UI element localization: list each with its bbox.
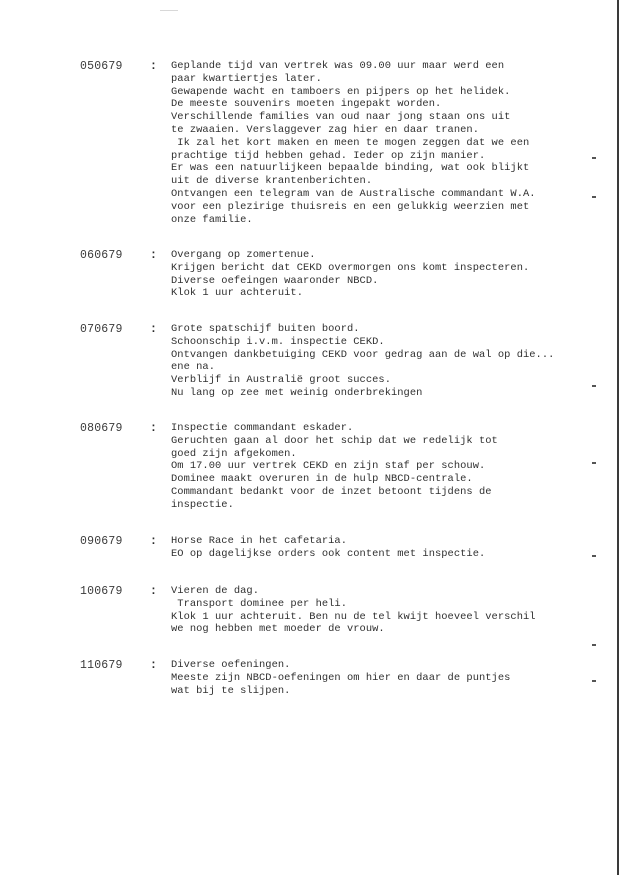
margin-mark xyxy=(592,644,596,646)
text-line: Diverse oefeningen. xyxy=(171,659,291,671)
text-line: ene na. xyxy=(171,361,215,374)
text-line: prachtige tijd hebben gehad. Ieder op zijn manier. xyxy=(171,149,486,162)
text-line: De meeste souvenirs moeten ingepakt worden. xyxy=(171,98,442,111)
text-line: inspectie. xyxy=(171,498,234,511)
text-line: Horse Race in het cafetaria. xyxy=(171,535,347,547)
entry-date: 110679 xyxy=(80,659,123,672)
entry-text xyxy=(171,422,591,512)
text-line: paar kwartiertjes later. xyxy=(171,72,322,85)
margin-mark xyxy=(592,680,596,682)
text-line: Verschillende families van oud naar jong staan ons uit xyxy=(171,111,511,124)
entry-text xyxy=(171,659,591,697)
margin-mark xyxy=(592,385,596,387)
entry-date: 070679 xyxy=(80,323,123,336)
entry-text xyxy=(171,585,591,636)
entry-text xyxy=(171,323,591,400)
entry-date: 080679 xyxy=(80,422,123,435)
text-line: wat bij te slijpen. xyxy=(171,684,291,697)
margin-mark xyxy=(592,157,596,159)
text-line: Gewapende wacht en tamboers en pijpers op het helidek. xyxy=(171,85,511,98)
text-line: EO op dagelijkse orders ook content met inspectie. xyxy=(171,547,486,560)
entry-text xyxy=(171,60,591,226)
text-line: Verblijf in Australië groot succes. xyxy=(171,374,391,387)
entry-date: 090679 xyxy=(80,535,123,548)
entry-separator: : xyxy=(150,323,157,336)
entry-date: 060679 xyxy=(80,249,123,262)
text-line: Overgang op zomertenue. xyxy=(171,249,316,261)
scan-artifact xyxy=(160,10,178,11)
text-line: Ik zal het kort maken en meen te mogen zeggen dat we een xyxy=(171,136,530,149)
text-line: Inspectie commandant eskader. xyxy=(171,422,354,434)
entry-separator: : xyxy=(150,585,157,598)
text-line: Grote spatschijf buiten boord. xyxy=(171,323,360,335)
text-line: Meeste zijn NBCD-oefeningen om hier en daar de puntjes xyxy=(171,671,511,684)
entry-text xyxy=(171,249,591,300)
text-line: Vieren de dag. xyxy=(171,585,259,597)
margin-mark xyxy=(592,555,596,557)
text-line: Om 17.00 uur vertrek CEKD en zijn staf per schouw. xyxy=(171,460,486,473)
text-line: Ontvangen dankbetuiging CEKD voor gedrag aan de wal op die... xyxy=(171,348,555,361)
entry-date: 100679 xyxy=(80,585,123,598)
text-line: onze familie. xyxy=(171,213,253,226)
text-line: Ontvangen een telegram van de Australische commandant W.A. xyxy=(171,187,536,200)
entry-separator: : xyxy=(150,60,157,73)
text-line: Geruchten gaan al door het schip dat we redelijk tot xyxy=(171,434,498,447)
text-line: Krijgen bericht dat CEKD overmorgen ons komt inspecteren. xyxy=(171,261,530,274)
text-line: uit de diverse krantenberichten. xyxy=(171,175,373,188)
text-line: Dominee maakt overuren in de hulp NBCD-centrale. xyxy=(171,473,473,486)
entry-separator: : xyxy=(150,535,157,548)
text-line: te zwaaien. Verslaggever zag hier en daar tranen. xyxy=(171,123,479,136)
text-line: Klok 1 uur achteruit. Ben nu de tel kwijt hoeveel verschil xyxy=(171,610,536,623)
entry-separator: : xyxy=(150,659,157,672)
text-line: Nu lang op zee met weinig onderbrekingen xyxy=(171,386,423,399)
entry-separator: : xyxy=(150,249,157,262)
entry-separator: : xyxy=(150,422,157,435)
text-line: Commandant bedankt voor de inzet betoont tijdens de xyxy=(171,485,492,498)
entry-date: 050679 xyxy=(80,60,123,73)
text-line: we nog hebben met moeder de vrouw. xyxy=(171,623,385,636)
text-line: voor een plezirige thuisreis en een gelukkig weerzien met xyxy=(171,200,530,213)
margin-mark xyxy=(592,462,596,464)
text-line: Transport dominee per heli. xyxy=(171,597,347,610)
entry-text xyxy=(171,535,591,561)
text-line: Diverse oefeingen waaronder NBCD. xyxy=(171,274,379,287)
text-line: goed zijn afgekomen. xyxy=(171,447,297,460)
margin-mark xyxy=(592,196,596,198)
text-line: Schoonschip i.v.m. inspectie CEKD. xyxy=(171,335,385,348)
text-line: Er was een natuurlijkeen bepaalde binding, wat ook blijkt xyxy=(171,162,530,175)
text-line: Klok 1 uur achteruit. xyxy=(171,287,303,300)
text-line: Geplande tijd van vertrek was 09.00 uur maar werd een xyxy=(171,60,505,72)
